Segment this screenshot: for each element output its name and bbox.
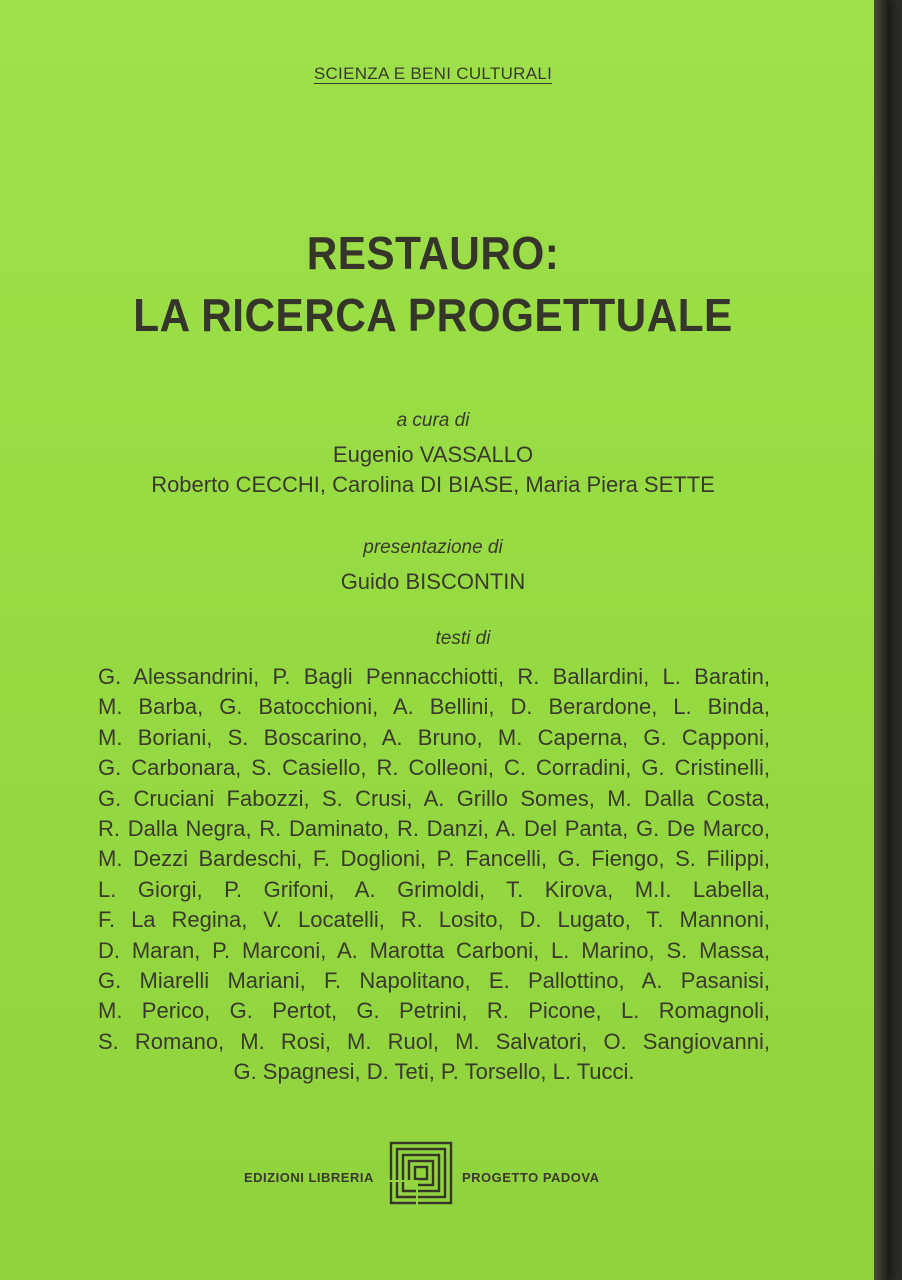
title-line-1: RESTAURO: <box>306 227 560 279</box>
editor-main: Eugenio VASSALLO <box>332 442 534 467</box>
series-title: SCIENZA E BENI CULTURALI <box>313 64 553 83</box>
author-line: M. Barba, G. Batocchioni, A. Bellini, D. Berardone, L. Binda, <box>98 694 770 720</box>
authors-list <box>98 662 770 1088</box>
editors-label: a cura di <box>396 410 470 431</box>
presentation-label: presentazione di <box>363 537 503 558</box>
author-line: G. Miarelli Mariani, F. Napolitano, E. Pallottino, A. Pasanisi, <box>98 968 770 994</box>
presenter-name: Guido BISCONTIN <box>340 569 526 594</box>
author-line: L. Giorgi, P. Grifoni, A. Grimoldi, T. Kirova, M.I. Labella, <box>98 876 770 902</box>
author-line: S. Romano, M. Rosi, M. Ruol, M. Salvatori, O. Sangiovanni, <box>98 1028 770 1054</box>
author-line: F. La Regina, V. Locatelli, R. Losito, D. Lugato, T. Mannoni, <box>98 907 770 933</box>
publisher-block <box>0 1140 866 1210</box>
author-line: M. Perico, G. Pertot, G. Petrini, R. Picone, L. Romagnoli, <box>98 998 770 1024</box>
publisher-left-text: EDIZIONI LIBRERIA <box>244 1170 374 1185</box>
author-line: G. Spagnesi, D. Teti, P. Torsello, L. Tucci. <box>233 1059 635 1085</box>
author-line: G. Cruciani Fabozzi, S. Crusi, A. Grillo Somes, M. Dalla Costa, <box>98 785 770 811</box>
author-line: R. Dalla Negra, R. Daminato, R. Danzi, A. Del Panta, G. De Marco, <box>98 816 770 842</box>
author-line: G. Carbonara, S. Casiello, R. Colleoni, C. Corradini, G. Cristinelli, <box>98 755 770 781</box>
author-line: M. Boriani, S. Boscarino, A. Bruno, M. Caperna, G. Capponi, <box>98 724 770 750</box>
texts-label: testi di <box>435 628 491 649</box>
nested-squares-logo-icon <box>388 1140 454 1206</box>
cover-edge <box>874 0 888 1280</box>
author-line: G. Alessandrini, P. Bagli Pennacchiotti, R. Ballardini, L. Baratin, <box>98 664 770 689</box>
author-line: D. Maran, P. Marconi, A. Marotta Carboni, L. Marino, S. Massa, <box>98 937 770 963</box>
author-line: M. Dezzi Bardeschi, F. Doglioni, P. Fancelli, G. Fiengo, S. Filippi, <box>98 846 770 872</box>
editors-other: Roberto CECCHI, Carolina DI BIASE, Maria Piera SETTE <box>151 472 715 497</box>
title-line-2: LA RICERCA PROGETTUALE <box>133 289 733 341</box>
publisher-right-text: PROGETTO PADOVA <box>462 1170 600 1185</box>
